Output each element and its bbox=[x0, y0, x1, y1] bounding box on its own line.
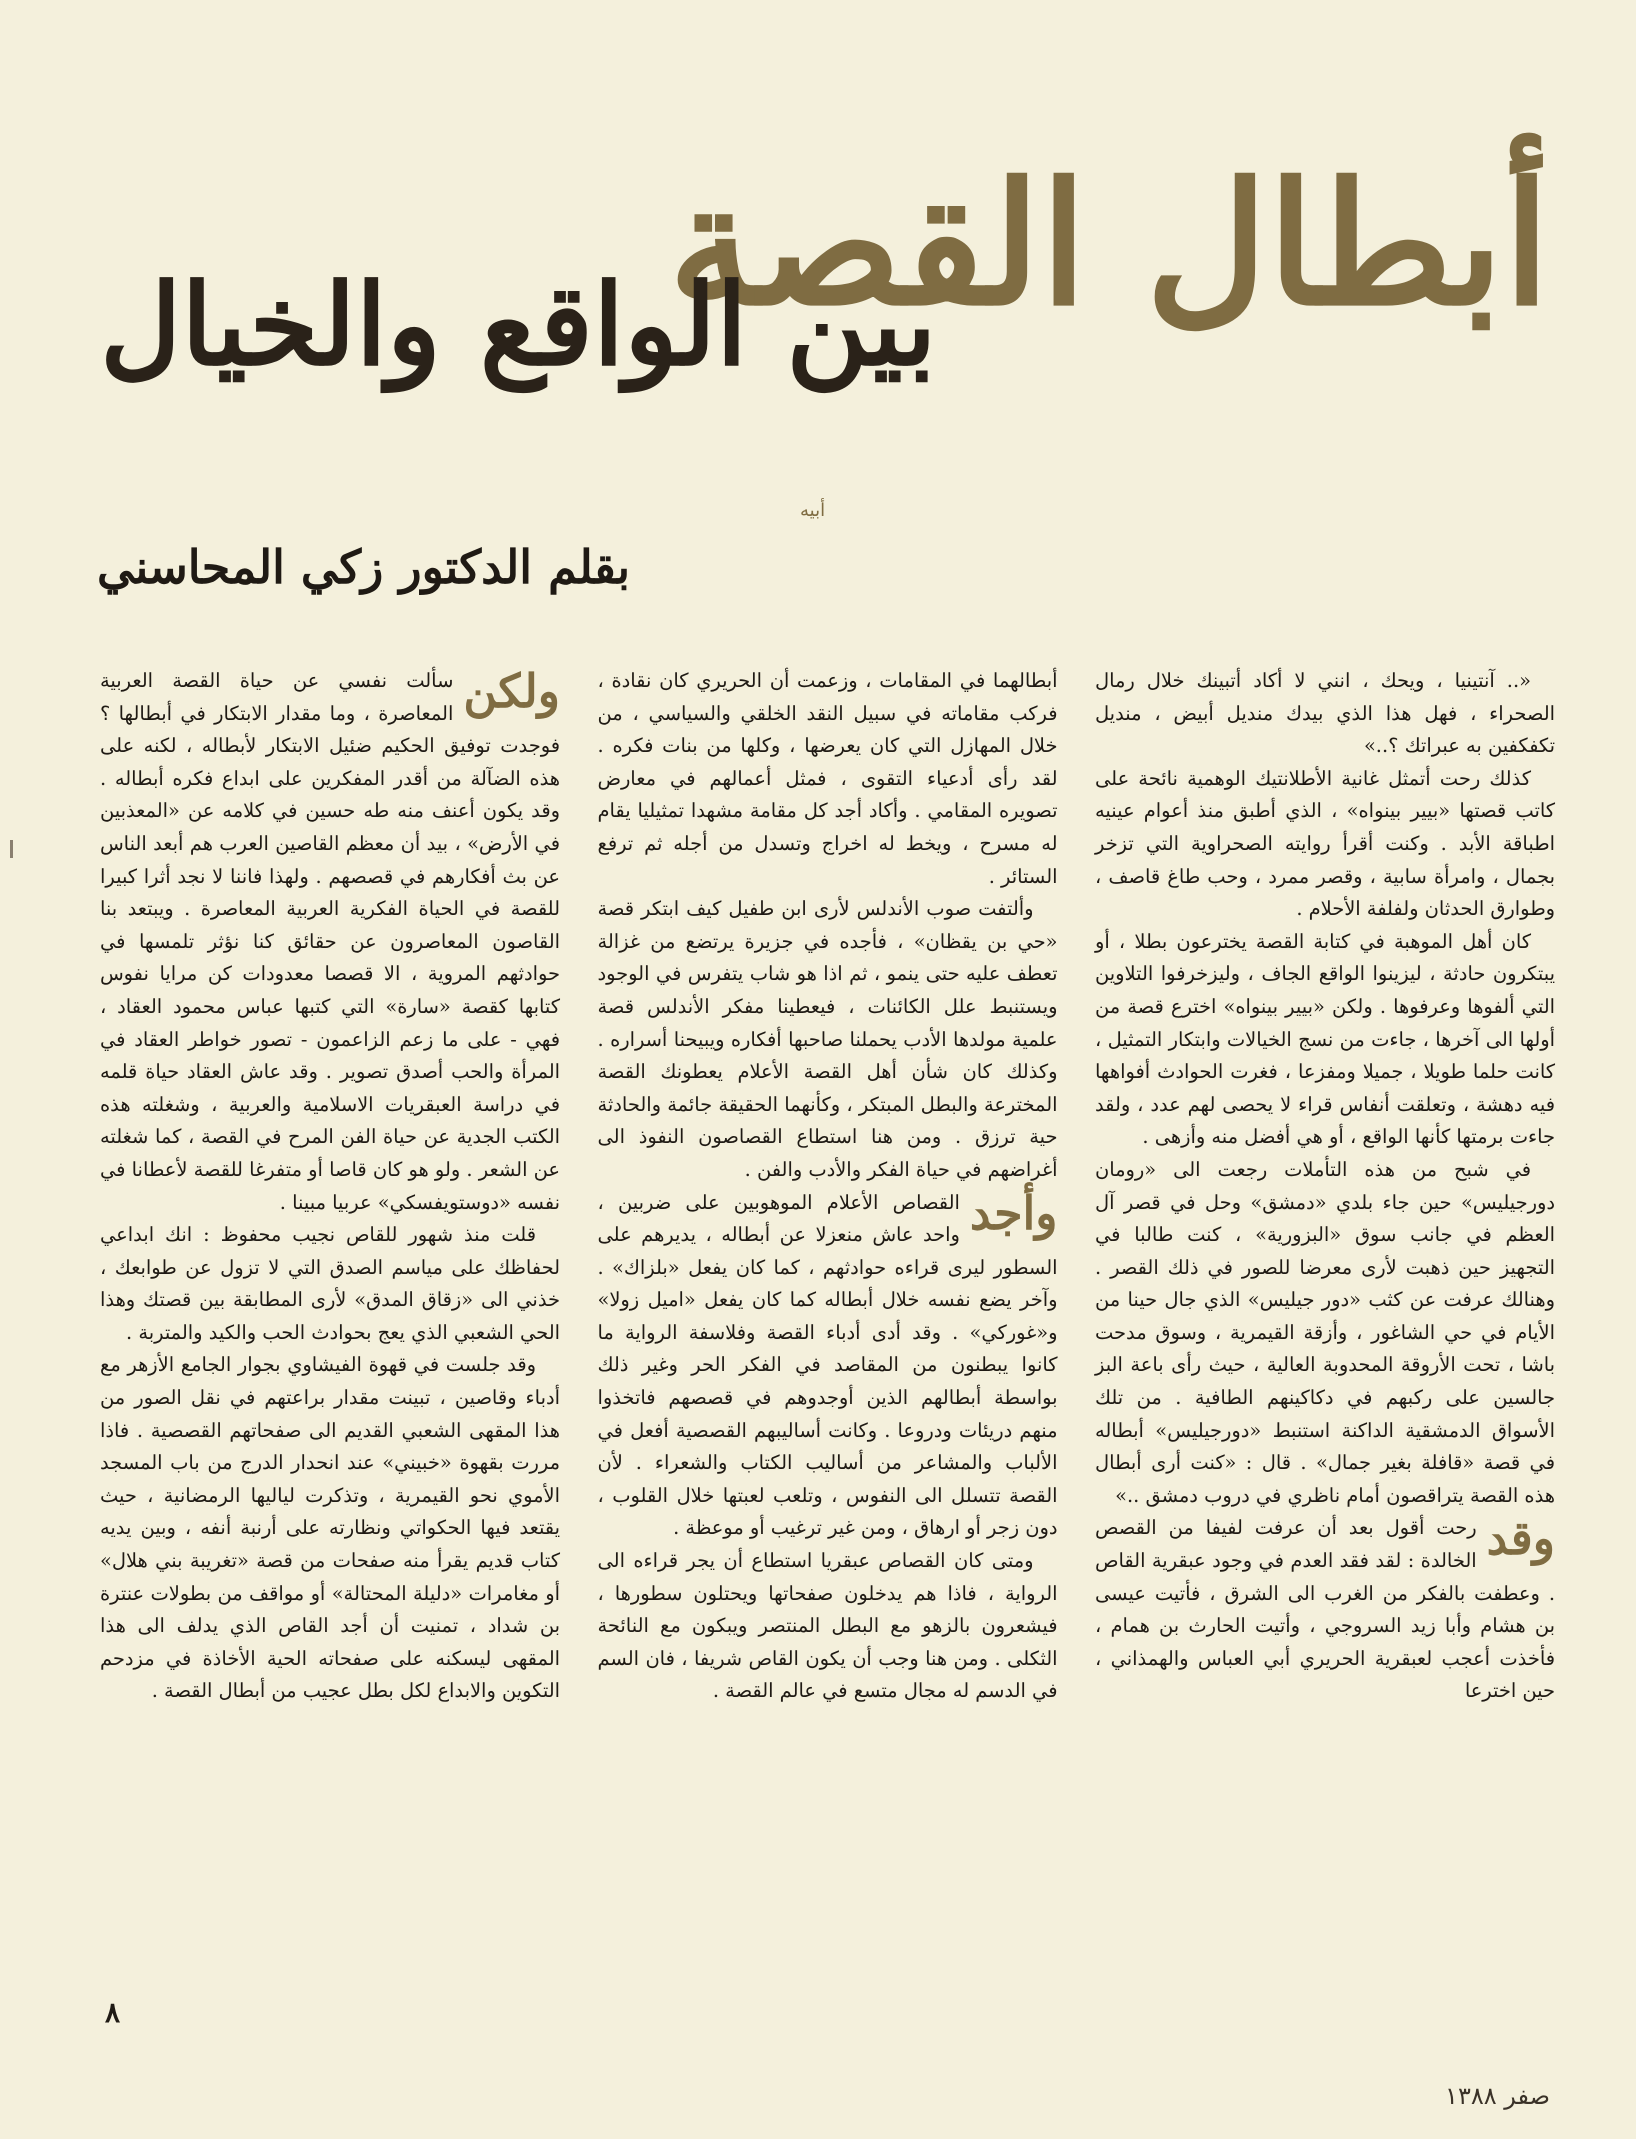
article-columns bbox=[100, 665, 1555, 1945]
paragraph-text: رحت أقول بعد أن عرفت لفيفا من القصص الخالدة : لقد فقد العدم في وجود عبقرية القاص . وعطفت بالفكر من الغرب الى الشرق ، فأتيت عيسى بن هشام وأبا زيد السروجي ، وأتيت الحارث بن همام ، فأخذت أعجب لعبقرية الحريري أبي العباس والهمذاني ، حين اخترعا bbox=[1095, 1516, 1555, 1703]
paragraph: كذلك رحت أتمثل غانية الأطلانتيك الوهمية نائحة على كاتب قصتها «بيير بينواه» ، الذي أطبق منذ أعوام عينيه اطباقة الأبد . وكنت أقرأ روايته الصحراوية التي تزخر بجمال ، وامرأة سابية ، وقصر ممرد ، وحب طاغ قاصف ، وطوارق الحدثان ولفلفة الأحلام . bbox=[1095, 766, 1555, 921]
paragraph: في شبح من هذه التأملات رجعت الى «رومان دورجيليس» حين جاء بلدي «دمشق» وحل في قصر آل العظم في جانب سوق «البزورية» ، كنت طالبا في التجهيز حين ذهبت لأرى معرضا للصور في ذلك القصر . وهنالك عرفت عن كثب «دور جيليس» الذي جال حينا من الأيام في حي الشاغور ، وأزقة القيمرية ، وسوق مدحت باشا ، تحت الأروقة المحدوبة العالية ، حيث رأى باعة البز جالسين على ركبهم في دكاكينهم الطافية . من تلك الأسواق الدمشقية الداكنة استنبط «دورجيليس» أبطاله في قصة «قافلة بغير جمال» . قال : «كنت أرى أبطال هذه القصة يتراقصون أمام ناظري في دروب دمشق ..» bbox=[1095, 1157, 1555, 1507]
paragraph: قلت منذ شهور للقاص نجيب محفوظ : انك ابداعي لحفاظك على مياسم الصدق التي لا تزول عن طوابعك ، خذني الى «زقاق المدق» لأرى المطابقة بين قصتك وهذا الحي الشعبي الذي يعج بحوادث الحب والكيد والمتربة . bbox=[100, 1223, 560, 1344]
title-block bbox=[80, 120, 1560, 540]
issue-date: صفر ١٣٨٨ bbox=[1445, 2082, 1550, 2110]
paragraph: كان أهل الموهبة في كتابة القصة يخترعون بطلا ، أو يبتكرون حادثة ، ليزينوا الواقع الجاف ، وليزخرفوا التلاوين التي ألفوها وعرفوها . ولكن «بيير بينواه» اخترع قصة من أولها الى آخرها ، جاءت من نسج الخيالات وابتكار التمثيل ، كانت حلما طويلا ، جميلا ومفزعا ، فغرت الحوادث أفواهها فيه دهشة ، وتعلقت أنفاس قراء لا يحصى لهم عدد ، ولقد جاءت برمتها كأنها الواقع ، أو هي أفضل منه وأزهى . bbox=[1095, 929, 1555, 1149]
column-right bbox=[1095, 665, 1555, 1945]
decorative-initial: وأجد bbox=[969, 1185, 1058, 1240]
page-number: ٨ bbox=[105, 1996, 121, 2029]
paragraph: وقد جلست في قهوة الفيشاوي بجوار الجامع الأزهر مع أدباء وقاصين ، تبينت مقدار براعتهم في نقل الصور من هذا المقهى الشعبي القديم الى صفحاتهم القصصية . فاذا مررت بقهوة «خبيني» عند انحدار الدرج من باب المسجد الأموي نحو القيمرية ، وتذكرت لياليها الرمضانية ، حيث يقتعد فيها الحكواتي ونظارته على أرنبة أنفه ، وبين يديه كتاب قديم يقرأ منه صفحات من قصة «تغريبة بني هلال» أو مغامرات «دليلة المحتالة» أو مواقف من بطولات عنترة بن شداد ، تمنيت أن أجد القاص الذي يدلف الى هذا المقهى ليسكنه على صفحاته الحية الأخاذة في مزدحم التكوين والابداع لكل بطل عجيب من أبطال القصة . bbox=[100, 1353, 560, 1703]
article-title-sub: بين الواقع والخيال bbox=[100, 260, 937, 391]
decorative-initial: ولكن bbox=[463, 664, 560, 718]
column-left bbox=[100, 665, 560, 1945]
column-middle bbox=[598, 665, 1058, 1945]
paragraph-with-initial bbox=[598, 1187, 1058, 1546]
calligrapher-signature: أبيه bbox=[800, 500, 826, 521]
paragraph: «.. آنتينيا ، ويحك ، انني لا أكاد أتبينك خلال رمال الصحراء ، فهل هذا الذي بيدك منديل أبيض ، منديل تكفكفين به عبراتك ؟..» bbox=[1095, 669, 1555, 758]
paragraph-with-initial bbox=[1095, 1512, 1555, 1708]
decorative-initial: وقد bbox=[1486, 1511, 1555, 1566]
byline: بقلم الدكتور زكي المحاسني bbox=[97, 540, 630, 594]
paragraph: أبطالهما في المقامات ، وزعمت أن الحريري كان نقادة ، فركب مقاماته في سبيل النقد الخلقي والسياسي ، من خلال المهازل التي كان يعرضها ، وكلها من بنات فكره . لقد رأى أدعياء التقوى ، فمثل أعمالهم في معارض تصويره المقامي . وأكاد أجد كل مقامة مشهدا تمثيليا يقام له مسرح ، ويخط له اخراج وتسدل من أجله ثم ترفع الستائر . bbox=[597, 669, 1058, 888]
paragraph: وألتفت صوب الأندلس لأرى ابن طفيل كيف ابتكر قصة «حي بن يقظان» ، فأجده في جزيرة يرتضع من غزالة تعطف عليه حتى ينمو ، ثم اذا هو شاب يتفرس في الوجود ويستنبط علل الكائنات ، فيعطينا مفكر الأندلس قصة علمية مولدها الأدب يحملنا صاحبها أفكاره ويبيحنا أسراره . وكذلك كان شأن أهل القصة الأعلام يعطونك القصة المخترعة والبطل المبتكر ، وكأنهما الحقيقة جائمة والحادثة حية ترزق . ومن هنا استطاع القصاصون النفوذ الى أغراضهم في حياة الفكر والأدب والفن . bbox=[597, 897, 1058, 1181]
paragraph-text: القصاص الأعلام الموهوبين على ضربين ، واحد عاش منعزلا عن أبطاله ، يديرهم على السطور ليرى قراءه حوادثهم ، كما كان يفعل «بلزاك» . وآخر يضع نفسه خلال أبطاله كما كان يفعل «اميل زولا» و«غوركي» . وقد أدى أدباء القصة وفلاسفة الرواية ما كانوا يبطنون من المقاصد في الفكر الحر وغير ذلك بواسطة أبطالهم الذين أوجدوهم في قصصهم فاتخذوا منهم دريئات ودروعا . وكانت أساليبهم القصصية أفعل في الألباب والمشاعر من أساليب الكتاب والشعراء . لأن القصة تتسلل الى النفوس ، وتلعب لعبتها خلال القلوب ، دون زجر أو ارهاق ، ومن غير ترغيب أو موعظة . bbox=[597, 1190, 1058, 1540]
paragraph-text: سألت نفسي عن حياة القصة العربية المعاصرة ، وما مقدار الابتكار في أبطالها ؟ فوجدت توفيق الحكيم ضئيل الابتكار لأبطاله ، لكنه على هذه الضآلة من أقدر المفكرين على ابداع فكره أبطاله . وقد يكون أعنف منه طه حسين في كلامه عن «المعذبين في الأرض» ، بيد أن معظم القاصين العرب هم أبعد الناس عن بث أفكارهم في قصصهم . ولهذا فاننا لا نجد أثرا كبيرا للقصة في الحياة الفكرية العربية المعاصرة . ويبتعد بنا القاصون المعاصرون عن حقائق كنا نؤثر تلمسها في حوادثهم المروية ، الا قصصا معدودات كن مرايا نفوس كتابها كقصة «سارة» التي كتبها عباس محمود العقاد ، فهي - على ما زعم الزاعمون - تصور خواطر العقاد في المرأة والحب أصدق تصوير . وقد عاش العقاد حياة قلمه في دراسة العبقريات الاسلامية والعربية ، وشغلته هذه الكتب الجدية عن حياة الفن المرح في القصة ، كما شغلته عن الشعر . ولو هو كان قاصا أو متفرغا للقصة لأعطانا في نفسه «دوستويفسكي» عربيا مبينا . bbox=[100, 669, 560, 1214]
paragraph: ومتى كان القصاص عبقريا استطاع أن يجر قراءه الى الرواية ، فاذا هم يدخلون صفحاتها ويحتلون سطورها ، فيشعرون بالزهو مع البطل المنتصر ويبكون مع النائحة الثكلى . ومن هنا وجب أن يكون القاص شريفا ، فان السم في الدسم له مجال متسع في عالم القصة . bbox=[597, 1549, 1058, 1703]
article-title-main: أبطال القصة bbox=[668, 145, 1550, 343]
margin-mark bbox=[10, 840, 13, 858]
paragraph-with-initial bbox=[100, 665, 560, 1219]
